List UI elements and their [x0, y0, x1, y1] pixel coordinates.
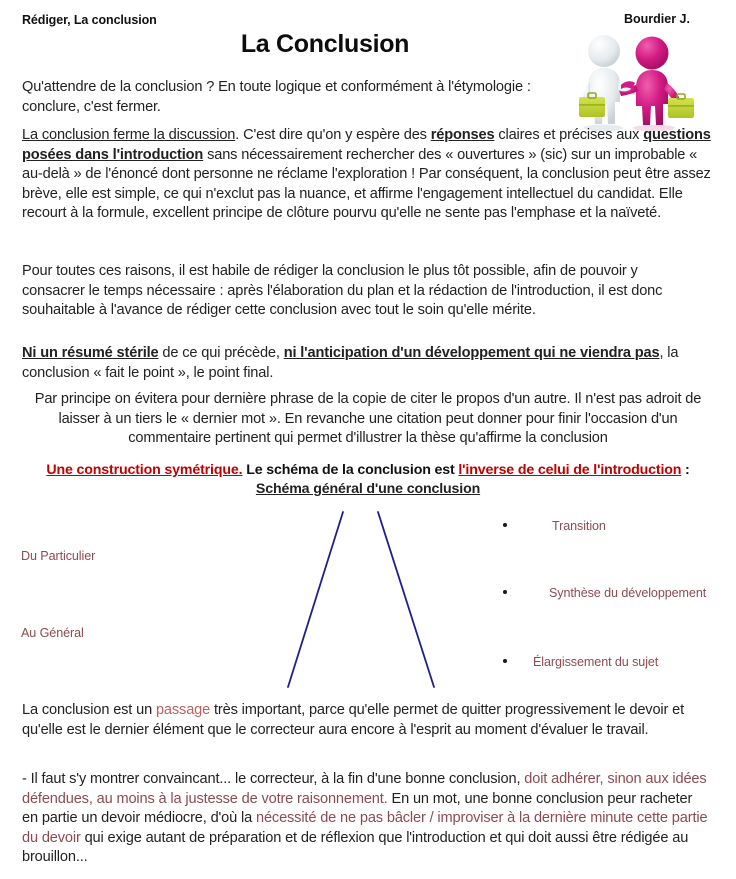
schema-label-au-general: Au Général	[21, 626, 84, 640]
highlight-passage: passage	[155, 702, 211, 718]
red-inverse-introduction: l'inverse de celui de l'introduction	[458, 462, 682, 478]
passage-before-text: La conclusion est un	[22, 702, 156, 718]
red-doit-adherer: doit adhérer, sinon aux idées défendues, au moins à la justesse de votre raisonnement.	[22, 771, 707, 807]
schema-left-line	[288, 512, 343, 687]
page-title: La Conclusion	[240, 30, 410, 58]
schema-bullet-label: Élargissement du sujet	[533, 655, 659, 669]
paragraph-convaincant	[22, 770, 710, 868]
bold-reponses: réponses	[430, 127, 495, 143]
paragraph-ni-resume	[22, 344, 706, 383]
bullet-dot-icon	[503, 659, 507, 663]
schema-bullet-synthese	[503, 586, 706, 600]
bold-questions-introduction: questions posées dans l'introduction	[22, 127, 711, 163]
schema-label-du-particulier: Du Particulier	[21, 549, 96, 563]
schema-bullet-transition	[503, 519, 606, 533]
schema-bullet-label: Synthèse du développement	[549, 586, 707, 600]
conclusion-schema-diagram	[0, 498, 736, 696]
symmetry-heading-block	[22, 461, 714, 499]
black-schema-text: Le schéma de la conclusion est	[242, 462, 459, 478]
schema-right-line	[378, 512, 434, 687]
after-lead-text: . C'est dire qu'on y espère des	[235, 127, 431, 143]
mid-text-1: claires et précises aux	[494, 127, 644, 143]
principe-text: Par principe on évitera pour dernière phrase de la copie de citer le propos d'un autre. Il n'est pas adroit de laisser à un tiers le « dernier mot ». En revanche une citation peut donner pour finir l'occasion d'un commentaire pertinent qui permet d'illustrer la thèse qu'affirme la conclusion	[34, 391, 702, 447]
passage-after-text: très important, parce qu'elle permet de quitter progressivement le devoir et qu'elle est le dernier élément que le correcteur aura encore à l'esprit au moment d'évaluer le travail.	[22, 702, 684, 738]
paragraph-raisons	[22, 262, 694, 321]
red-necessite-ne-pas-bacler: nécessité de ne pas bâcler / improviser à la dernière minute cette partie du devoir	[22, 810, 708, 846]
bullet-dot-icon	[503, 590, 507, 594]
paragraph-ferme-discussion	[22, 126, 712, 224]
ni-mid-text: de ce qui précède,	[158, 345, 284, 361]
paragraph-intro	[22, 78, 534, 117]
schema-subtitle: Schéma général d'une conclusion	[255, 481, 481, 497]
underlined-lead: La conclusion ferme la discussion	[22, 127, 236, 143]
raisons-text: Pour toutes ces raisons, il est habile de rédiger la conclusion le plus tôt possible, afin de pouvoir y consacrer le temps nécessaire : après l'élaboration du plan et la rédaction de l'introduction, il est donc souhaitable à l'avance de rédiger cette conclusion avec tout le soin qu'elle mérite.	[22, 263, 663, 319]
paragraph-passage	[22, 701, 698, 740]
author-name: Bourdier J.	[624, 12, 690, 26]
bold-ni-anticipation: ni l'anticipation d'un développement qui ne viendra pas	[283, 345, 660, 361]
convaincant-part-3: qui exige autant de préparation et de réflexion que l'introduction et qui doit aussi être rédigée au brouillon...	[22, 829, 689, 866]
black-colon: :	[681, 462, 690, 478]
bullet-dot-icon	[503, 523, 507, 527]
breadcrumb: Rédiger, La conclusion	[22, 13, 157, 27]
intro-text: Qu'attendre de la conclusion ? En toute logique et conformément à l'étymologie : conclure, c'est fermer.	[22, 79, 531, 115]
convaincant-part-2: En un mot, une bonne conclusion peur racheter en partie un devoir médiocre, d'où la	[22, 790, 693, 827]
ni-rest-text: , la conclusion « fait le point », le point final.	[22, 345, 679, 381]
handshake-figures-image	[562, 28, 700, 133]
schema-bullet-label: Transition	[552, 519, 606, 533]
paragraph-par-principe	[22, 390, 714, 449]
convaincant-part-1: - Il faut s'y montrer convaincant... le correcteur, à la fin d'une bonne conclusion,	[22, 771, 525, 787]
bold-ni-resume: Ni un résumé stérile	[22, 345, 159, 361]
schema-bullet-elargissement	[503, 655, 658, 669]
ferme-rest-text: sans nécessairement rechercher des « ouvertures » (sic) sur un improbable « au-delà » de l'énoncé dont personne ne réclame l'exploration ! Par conséquent, la conclusion peut être assez brève, elle est simple, ce qui n'exclut pas la nuance, et affirme l'engagement intellectuel du candidat. Elle recourt à la formule, excellent principe de clôture pourvu qu'elle ne sente pas l'emphase et la naïveté.	[22, 146, 711, 222]
red-construction-symetrique: Une construction symétrique.	[46, 462, 243, 478]
